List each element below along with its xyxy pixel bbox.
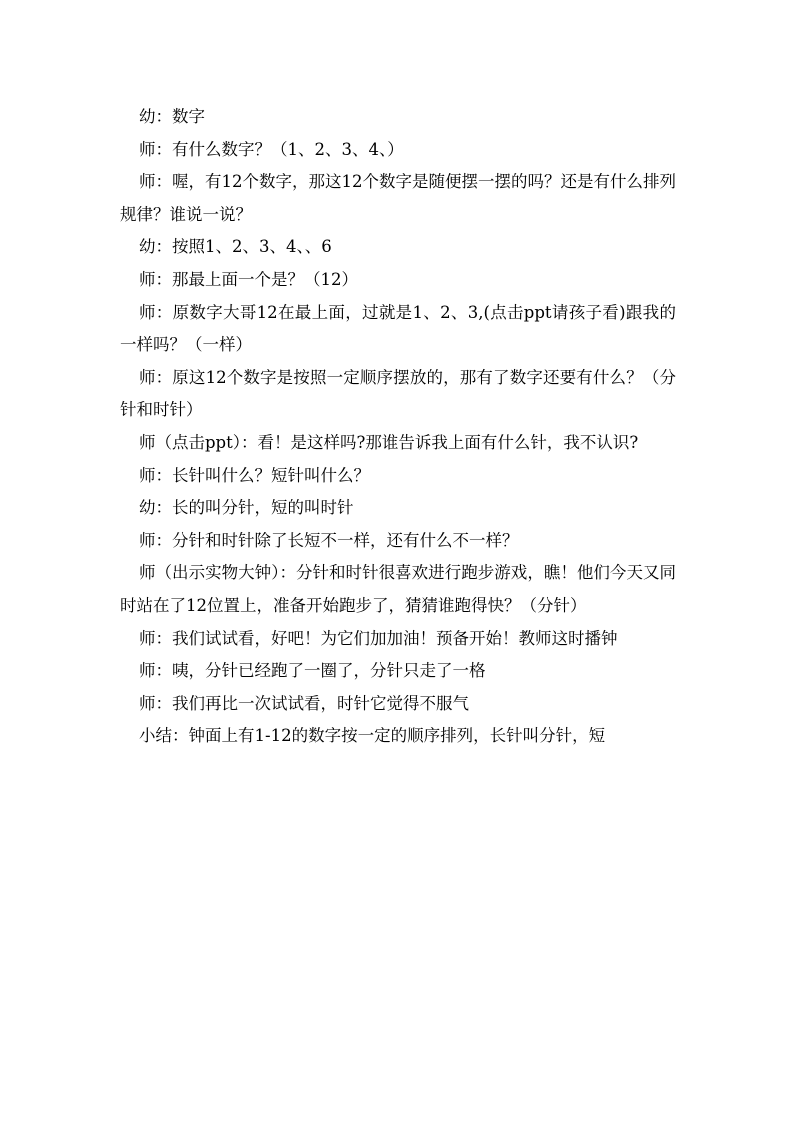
paragraph: 幼：长的叫分针，短的叫时针 (139, 498, 354, 518)
paragraph: 师（出示实物大钟）：分针和时针很喜欢进行跑步游戏，瞧！他们今天又同时站在了12位置上，准备开始跑步了，猜猜谁跑得快？（分针） (120, 563, 676, 615)
paragraph: 师：分针和时针除了长短不一样，还有什么不一样？ (139, 530, 519, 550)
paragraph: 师：那最上面一个是？（12） (139, 269, 358, 289)
paragraph: 幼：按照1、2、3、4、、6 (139, 237, 332, 257)
paragraph: 师：长针叫什么？短针叫什么？ (139, 465, 370, 485)
paragraph: 幼：数字 (139, 107, 205, 126)
paragraph: 师：原这12个数字是按照一定顺序摆放的，那有了数字还要有什么？（分针和时针） (120, 367, 676, 420)
paragraph: 师（点击ppt）：看！是这样吗?那谁告诉我上面有什么针，我不认识? (139, 432, 639, 452)
paragraph: 师：我们试试看，好吧！为它们加加油！预备开始！教师这时播钟 (139, 628, 618, 648)
paragraph: 师：喔，有12个数字，那这12个数字是随便摆一摆的吗？还是有什么排列规律？谁说一说？ (120, 172, 676, 224)
document-body (120, 101, 676, 753)
paragraph: 小结：钟面上有1-12的数字按一定的顺序排列，长针叫分针，短 (139, 726, 606, 746)
paragraph: 师：有什么数字？（1、2、3、4、） (139, 139, 404, 159)
paragraph: 师：咦，分针已经跑了一圈了，分针只走了一格 (139, 661, 486, 681)
paragraph: 师：我们再比一次试试看，时针它觉得不服气 (139, 693, 469, 713)
paragraph: 师：原数字大哥12在最上面，过就是1、2、3,(点击ppt请孩子看)跟我的一样吗？（一样） (120, 302, 676, 355)
